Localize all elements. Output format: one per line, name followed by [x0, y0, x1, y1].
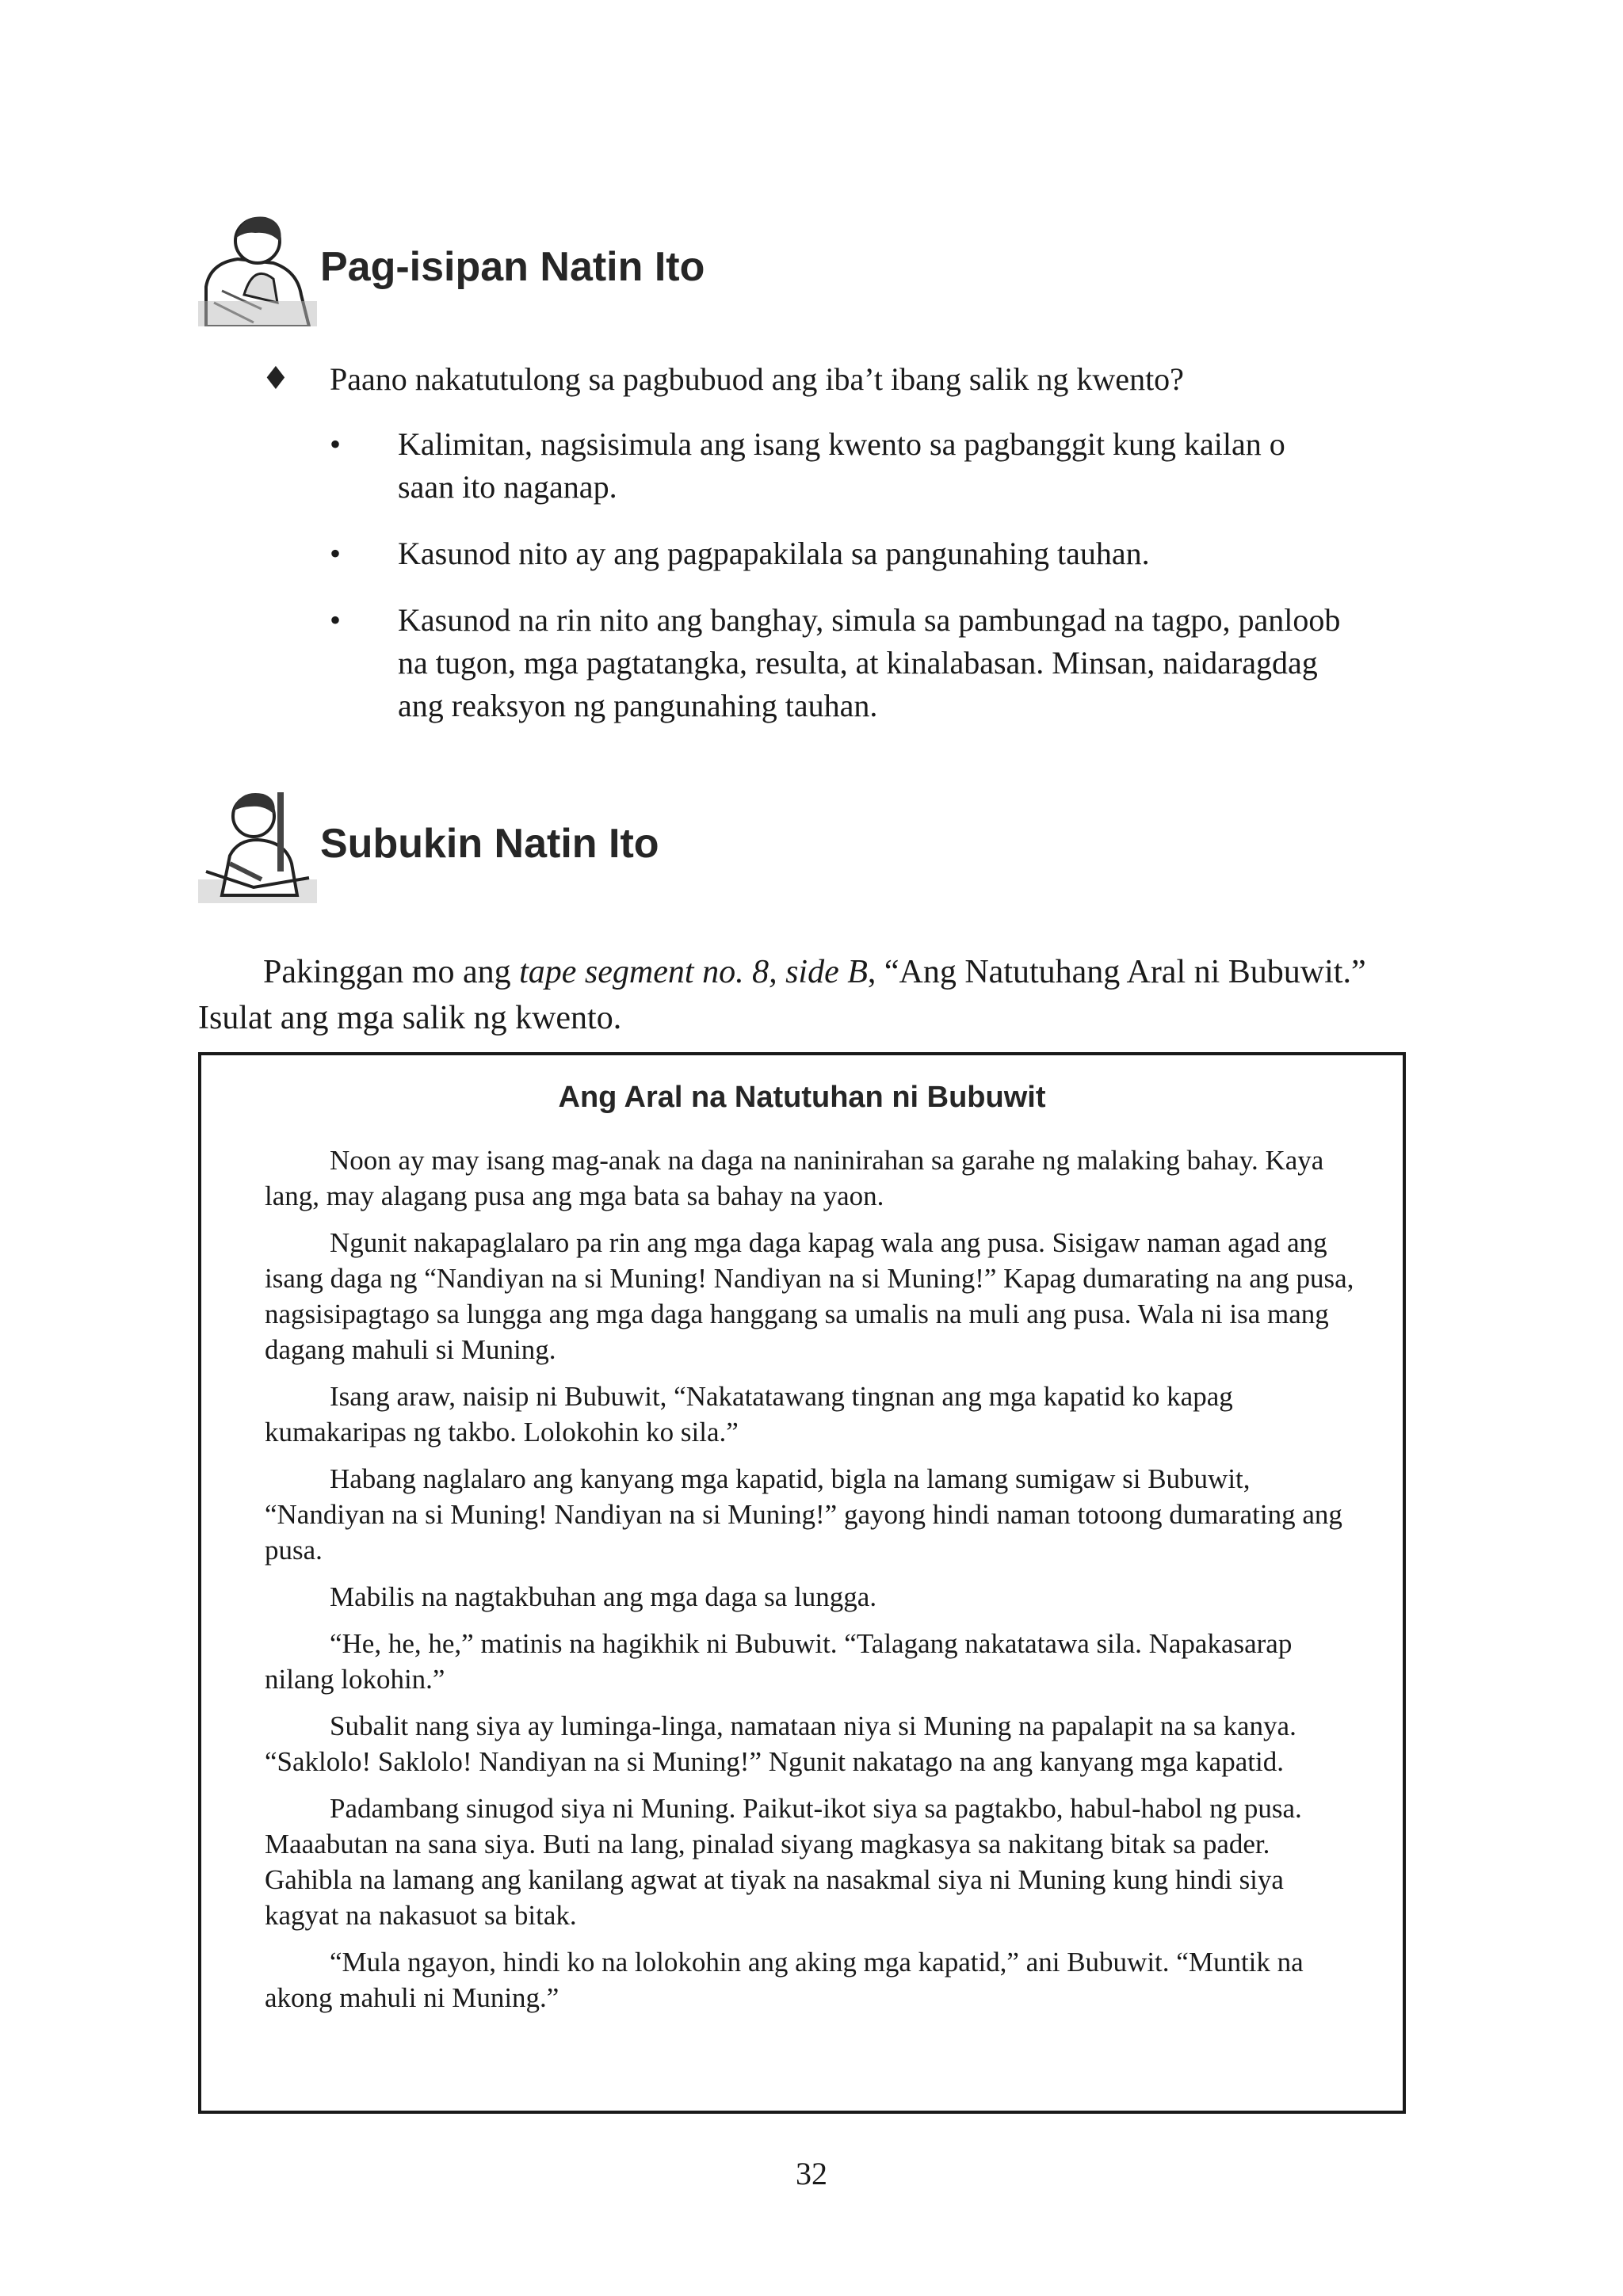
- story-paragraph: Isang araw, naisip ni Bubuwit, “Nakatatawang tingnan ang mga kapatid ko kapag kumakaripas ng takbo. Lolokohin ko sila.”: [265, 1381, 1233, 1447]
- story-paragraph: Noon ay may isang mag-anak na daga na naninirahan sa garahe ng malaking bahay. Kaya lang, may alagang pusa ang mga bata sa bahay na yaon.: [265, 1145, 1324, 1211]
- section-header-pag-isipan: [198, 208, 705, 326]
- list-item: [330, 532, 1360, 575]
- story-paragraph: “He, he, he,” matinis na hagikhik ni Bubuwit. “Talagang nakatatawa sila. Napakasarap nilang lokohin.”: [265, 1628, 1293, 1695]
- bullet-text: Kasunod na rin nito ang banghay, simula sa pambungad na tagpo, panloob na tugon, mga pagtatangka, resulta, at kinalabasan. Minsan, naidaragdag ang reaksyon ng pangunahing tauhan.: [398, 602, 1341, 723]
- bullet-dot-icon: •: [330, 426, 342, 462]
- writing-person-icon: [198, 784, 317, 903]
- story-paragraph: Ngunit nakapaglalaro pa rin ang mga daga kapag wala ang pusa. Sisigaw naman agad ang isang daga ng “Nandiyan na si Muning! Nandiyan na si Muning!” Kapag dumarating na ang pusa, nagsisipagtago sa lungga ang mga daga hanggang sa umalis na muli ang pusa. Wala ni isa mang dagang mahuli si Muning.: [265, 1227, 1354, 1365]
- section-title: Subukin Natin Ito: [320, 821, 659, 867]
- list-item: [330, 599, 1360, 727]
- question-item: [262, 358, 1184, 401]
- page-number: 32: [796, 2156, 827, 2191]
- section-title: Pag-isipan Natin Ito: [320, 244, 705, 290]
- bullet-text: Kasunod nito ay ang pagpapakilala sa pangunahing tauhan.: [398, 536, 1150, 571]
- question-text: Paano nakatutulong sa pagbubuod ang iba’t ibang salik ng kwento?: [330, 361, 1184, 397]
- diamond-bullet-icon: ♦: [262, 360, 290, 397]
- list-item: [330, 423, 1360, 509]
- instruction-paragraph: Pakinggan mo ang tape segment no. 8, side B, “Ang Natutuhang Aral ni Bubuwit.” Isulat ang mga salik ng kwento.: [198, 954, 1366, 1036]
- story-paragraph: “Mula ngayon, hindi ko na lolokohin ang aking mga kapatid,” ani Bubuwit. “Muntik na akong mahuli ni Muning.”: [265, 1947, 1304, 2013]
- bullet-list: [330, 423, 1360, 751]
- story-paragraph: Padambang sinugod siya ni Muning. Paikut-ikot siya sa pagtakbo, habul-habol ng pusa. Maaabutan na sana siya. Buti na lang, pinalad siyang magkasya sa nakitang bitak sa pader. Gahibla na lamang ang kanilang agwat at tiyak na nasakmal siya ni Muning kung hindi siya kagyat na nakasuot sa bitak.: [265, 1793, 1302, 1931]
- bullet-dot-icon: •: [330, 536, 342, 571]
- tape-reference: tape segment no. 8, side B: [519, 954, 868, 990]
- bullet-text: Kalimitan, nagsisimula ang isang kwento sa pagbanggit kung kailan o saan ito naganap.: [398, 426, 1285, 505]
- thinking-person-icon: [198, 208, 317, 326]
- story-box: [198, 1052, 1406, 2114]
- section-header-subukin: [198, 784, 659, 903]
- story-paragraph: Subalit nang siya ay luminga-linga, namataan niya si Muning na papalapit na sa kanya. “Saklolo! Saklolo! Nandiyan na si Muning!” Ngunit nakatago na ang kanyang mga kapatid.: [265, 1711, 1296, 1777]
- story-body: [265, 1142, 1358, 2027]
- story-paragraph: Habang naglalaro ang kanyang mga kapatid, bigla na lamang sumigaw si Bubuwit, “Nandiyan na si Muning! Nandiyan na si Muning!” gayong hindi naman totoong dumarating ang pusa.: [265, 1463, 1342, 1566]
- bullet-dot-icon: •: [330, 602, 342, 638]
- story-title: Ang Aral na Natutuhan ni Bubuwit: [558, 1081, 1046, 1114]
- story-paragraph: Mabilis na nagtakbuhan ang mga daga sa lungga.: [330, 1581, 877, 1612]
